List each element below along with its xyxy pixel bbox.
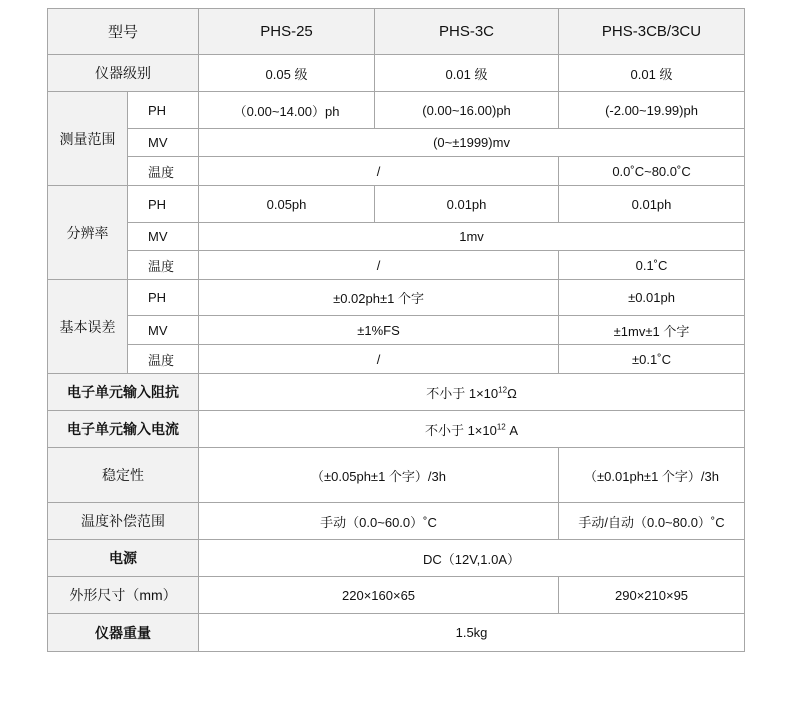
impedance-value-pre: 不小于 1×10 <box>426 385 499 401</box>
accuracy-label: 仪器级别 <box>48 55 199 92</box>
err-mv-label: MV <box>128 316 199 345</box>
accuracy-row <box>48 55 745 92</box>
current-exponent: 12 <box>496 422 506 432</box>
resolution-label: 分辨率 <box>48 186 128 280</box>
err-temp-row <box>48 345 745 374</box>
dimensions-col12: 220×160×65 <box>199 577 559 614</box>
weight-label: 仪器重量 <box>48 614 199 652</box>
tempcomp-label: 温度补偿范围 <box>48 503 199 540</box>
res-mv-label: MV <box>128 223 199 251</box>
res-ph-label: PH <box>128 186 199 223</box>
current-value-pre: 不小于 1×10 <box>424 422 497 438</box>
stability-row <box>48 448 745 503</box>
impedance-label: 电子单元输入阻抗 <box>48 374 199 411</box>
dimensions-label: 外形尺寸（mm） <box>48 577 199 614</box>
accuracy-col3: 0.01 级 <box>559 55 745 92</box>
range-temp-col3: 0.0˚C~80.0˚C <box>559 157 745 186</box>
range-ph-col3: (-2.00~19.99)ph <box>559 92 745 129</box>
err-mv-row <box>48 316 745 345</box>
accuracy-col2: 0.01 级 <box>375 55 559 92</box>
model-phs25: PHS-25 <box>199 9 375 55</box>
range-mv-label: MV <box>128 129 199 157</box>
range-ph-col1: （0.00~14.00）ph <box>199 92 375 129</box>
err-ph-row <box>48 280 745 316</box>
res-temp-label: 温度 <box>128 251 199 280</box>
accuracy-col1: 0.05 级 <box>199 55 375 92</box>
spec-table <box>47 8 745 652</box>
header-row <box>48 9 745 55</box>
range-mv-value: (0~±1999)mv <box>199 129 745 157</box>
tempcomp-col3: 手动/自动（0.0~80.0）˚C <box>559 503 745 540</box>
err-temp-col12: / <box>199 345 559 374</box>
err-ph-label: PH <box>128 280 199 316</box>
range-ph-label: PH <box>128 92 199 129</box>
current-row <box>48 411 745 448</box>
model-header: 型号 <box>48 9 199 55</box>
res-temp-col12: / <box>199 251 559 280</box>
model-phs3c: PHS-3C <box>375 9 559 55</box>
impedance-exponent: 12 <box>498 385 508 395</box>
impedance-value <box>199 374 745 411</box>
res-temp-col3: 0.1˚C <box>559 251 745 280</box>
dimensions-col3: 290×210×95 <box>559 577 745 614</box>
power-value: DC（12V,1.0A） <box>199 540 745 577</box>
current-label: 电子单元输入电流 <box>48 411 199 448</box>
err-mv-col12: ±1%FS <box>199 316 559 345</box>
power-row <box>48 540 745 577</box>
stability-col12: （±0.05ph±1 个字）/3h <box>199 448 559 503</box>
range-temp-col12: / <box>199 157 559 186</box>
res-mv-row <box>48 223 745 251</box>
err-mv-col3: ±1mv±1 个字 <box>559 316 745 345</box>
impedance-value-unit: Ω <box>507 385 517 401</box>
stability-label: 稳定性 <box>48 448 199 503</box>
tempcomp-col12: 手动（0.0~60.0）˚C <box>199 503 559 540</box>
err-temp-col3: ±0.1˚C <box>559 345 745 374</box>
range-temp-row <box>48 157 745 186</box>
impedance-row <box>48 374 745 411</box>
range-label: 测量范围 <box>48 92 128 186</box>
res-ph-col1: 0.05ph <box>199 186 375 223</box>
range-ph-row <box>48 92 745 129</box>
current-value-unit: A <box>505 422 519 438</box>
res-temp-row <box>48 251 745 280</box>
range-temp-label: 温度 <box>128 157 199 186</box>
res-mv-value: 1mv <box>199 223 745 251</box>
current-value <box>199 411 745 448</box>
err-ph-col12: ±0.02ph±1 个字 <box>199 280 559 316</box>
range-mv-row <box>48 129 745 157</box>
res-ph-col2: 0.01ph <box>375 186 559 223</box>
stability-col3: （±0.01ph±1 个字）/3h <box>559 448 745 503</box>
error-label: 基本误差 <box>48 280 128 374</box>
weight-value: 1.5kg <box>199 614 745 652</box>
err-ph-col3: ±0.01ph <box>559 280 745 316</box>
model-phs3cb: PHS-3CB/3CU <box>559 9 745 55</box>
res-ph-row <box>48 186 745 223</box>
tempcomp-row <box>48 503 745 540</box>
weight-row <box>48 614 745 652</box>
power-label: 电源 <box>48 540 199 577</box>
res-ph-col3: 0.01ph <box>559 186 745 223</box>
dimensions-row <box>48 577 745 614</box>
err-temp-label: 温度 <box>128 345 199 374</box>
range-ph-col2: (0.00~16.00)ph <box>375 92 559 129</box>
